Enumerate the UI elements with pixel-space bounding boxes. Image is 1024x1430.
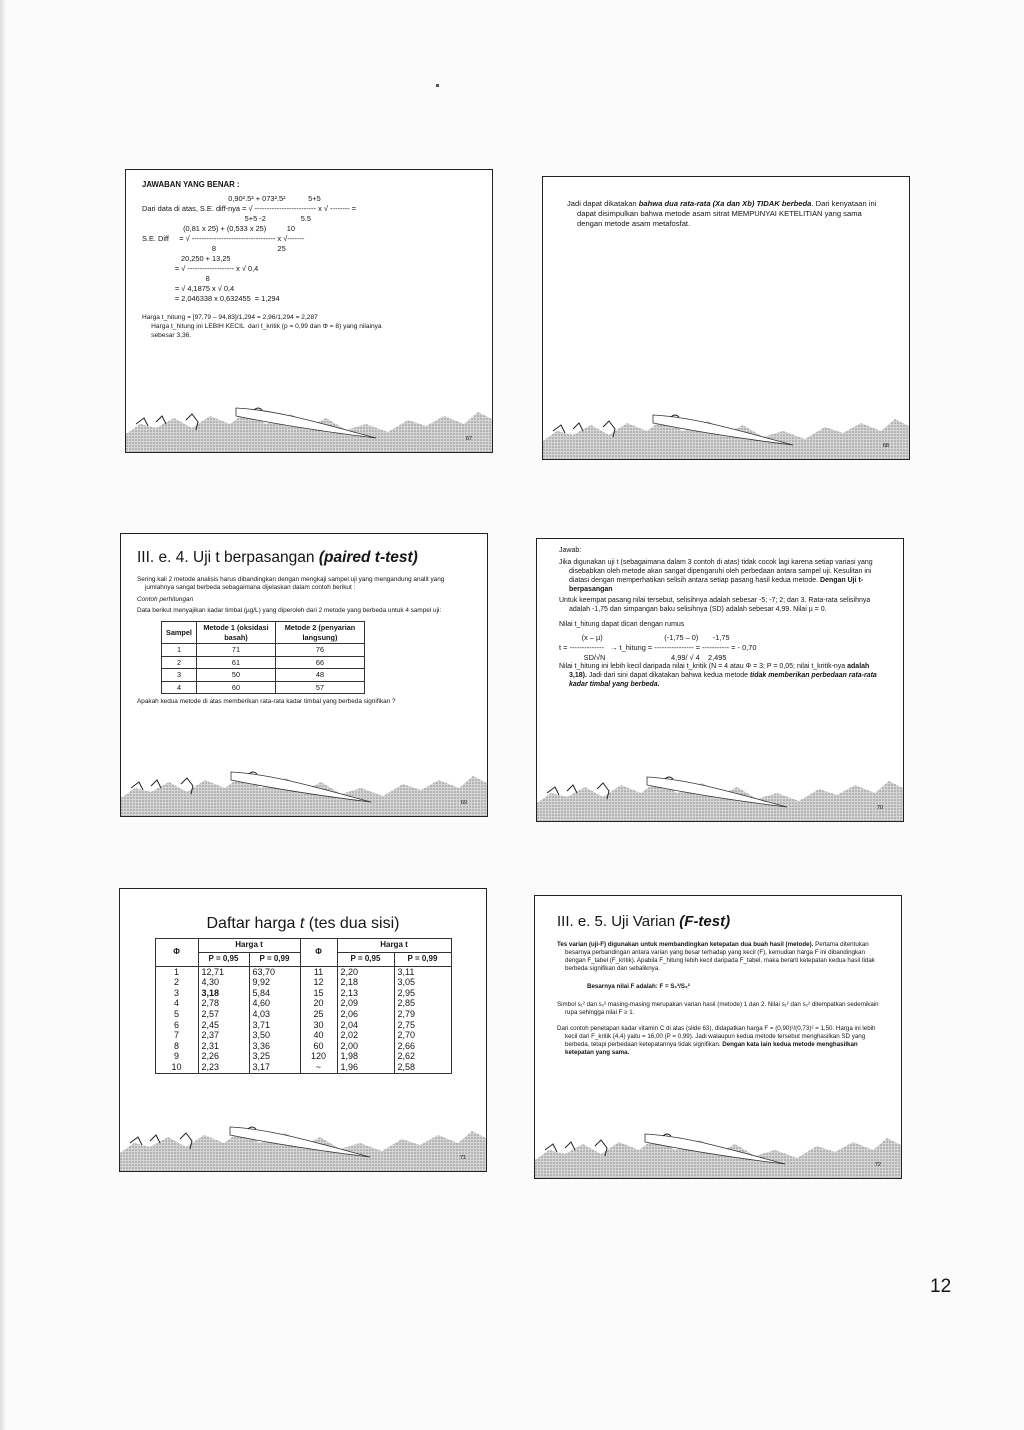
- table-cell: 4: [162, 681, 197, 693]
- mountain-decoration: [537, 763, 903, 821]
- mountain-decoration: [535, 1120, 901, 1178]
- slide-72: [534, 895, 902, 1179]
- slide-number: 68: [882, 443, 889, 449]
- calculation-line: S.E. Diff = √ ---------------------------------- x √-------: [142, 234, 305, 244]
- table-cell: 30: [300, 1020, 337, 1031]
- calculation-line: (0,81 x 25) + (0,533 x 25) 10: [142, 224, 296, 234]
- table-cell: 4,30: [198, 977, 249, 988]
- table-cell: 25: [300, 1009, 337, 1020]
- col-p95: P = 0,95: [198, 952, 249, 966]
- table-cell: 2,06: [337, 1009, 394, 1020]
- question: Apakah kedua metode di atas memberikan rata-rata kadar timbal yang berbeda signifikan ?: [137, 698, 396, 706]
- table-cell: 6: [155, 1020, 198, 1031]
- table-cell: 3,17: [249, 1062, 300, 1073]
- slide-70: [536, 538, 904, 822]
- table-cell: 4,03: [249, 1009, 300, 1020]
- page-number: 12: [930, 1276, 952, 1297]
- table-cell: 3,11: [394, 966, 451, 977]
- slide-71: [119, 888, 487, 1172]
- mountain-decoration: [126, 394, 492, 452]
- calculation-lines: [142, 194, 480, 340]
- table-cell: 3,05: [394, 977, 451, 988]
- table-row: [155, 988, 451, 999]
- scan-edge: [0, 0, 6, 1430]
- table-cell: 71: [196, 644, 275, 656]
- table-cell: 3,71: [249, 1020, 300, 1031]
- table-cell: 2,95: [394, 988, 451, 999]
- slide-number: 69: [460, 800, 467, 806]
- table-cell: 61: [196, 656, 275, 668]
- calculation-line: 8: [142, 274, 210, 284]
- col-p95-2: P = 0,95: [337, 952, 394, 966]
- table-cell: 15: [300, 988, 337, 999]
- table-row: [155, 1051, 451, 1062]
- table-cell: 2,04: [337, 1020, 394, 1031]
- col-harga-t: Harga t: [198, 939, 300, 953]
- calculation-line: = √ 4,1875 x √ 0,4: [142, 284, 235, 294]
- table-row: [155, 998, 451, 1009]
- example-paragraph: Dari contoh penetapan kadar vitamin C di atas (slide 63), didapatkan harga F = (0,90)²/(0,73)² = 1,50. Harga ini lebih kecil dari F_kritik (4,4) yaitu = 16,00 (P = 0,99). Jadi walaupun kedua metode tersebut menghasilkan SD yang berbeda, tetapi perbedaan ketepatannya tidak signifikan.: [557, 1024, 876, 1048]
- col-harga-t-2: Harga t: [337, 939, 451, 953]
- formula-line-2: t = -------------- → t_hitung = ---------------- = ----------- = - 0,70: [559, 642, 757, 652]
- table-cell: 2,37: [198, 1030, 249, 1041]
- col-metode-1: Metode 1 (oksidasi basah): [196, 622, 275, 644]
- table-cell: 2,45: [198, 1020, 249, 1031]
- table-cell: 2,57: [198, 1009, 249, 1020]
- table-row: [162, 681, 365, 693]
- table-cell: 2,26: [198, 1051, 249, 1062]
- table-cell: 1,98: [337, 1051, 394, 1062]
- table-cell: 2,58: [394, 1062, 451, 1073]
- table-cell: 1,96: [337, 1062, 394, 1073]
- difference-paragraph: Untuk keempat pasang nilai tersebut, selisihnya adalah sebesar -5; -7; 2; dan 3. Rata-rata selisihnya adalah -1,75 dan simpangan baku selisihnya (SD) adalah sebesar 4,99. Nilai µ = 0.: [559, 597, 871, 614]
- table-cell: 2,13: [337, 988, 394, 999]
- table-cell: 2,09: [337, 998, 394, 1009]
- calculation-line: [142, 304, 480, 314]
- answer-label: Jawab:: [559, 547, 582, 554]
- table-cell: 2,18: [337, 977, 394, 988]
- table-row: [155, 1009, 451, 1020]
- table-cell: 8: [155, 1041, 198, 1052]
- col-p99: P = 0,99: [249, 952, 300, 966]
- col-sampel: Sampel: [162, 622, 197, 644]
- table-cell: 2: [155, 977, 198, 988]
- slide-67: [125, 169, 493, 453]
- table-cell: 5: [155, 1009, 198, 1020]
- table-cell: 3,18: [198, 988, 249, 999]
- table-cell: 76: [275, 644, 364, 656]
- conclusion-rest: . Dari kenyataan ini dapat disimpulkan bahwa metode asam sitrat MEMPUNYAI KETELITIAN yang sama dengan metode asam metafosfat.: [577, 199, 877, 229]
- table-cell: ~: [300, 1062, 337, 1073]
- calculation-line: = √ ------------------- x √ 0,4: [142, 264, 259, 274]
- answer-method: Dengan Uji t-berpasangan: [569, 576, 864, 593]
- table-cell: 7: [155, 1030, 198, 1041]
- slide-number: 72: [874, 1162, 881, 1168]
- table-cell: 2,00: [337, 1041, 394, 1052]
- mountain-decoration: [120, 1113, 486, 1171]
- table-cell: 2,20: [337, 966, 394, 977]
- table-cell: 12: [300, 977, 337, 988]
- table-cell: 11: [300, 966, 337, 977]
- table-cell: 9,92: [249, 977, 300, 988]
- table-cell: 10: [155, 1062, 198, 1073]
- col-phi-2: Φ: [300, 939, 337, 966]
- table-cell: 2,78: [198, 998, 249, 1009]
- result-emphasis: tidak memberikan perbedaan rata-rata kadar timbal yang berbeda.: [569, 671, 877, 688]
- formula-line-1: (x – µ) (-1,75 – 0) -1,75: [559, 633, 730, 642]
- table-cell: 60: [300, 1041, 337, 1052]
- table-cell: 3,25: [249, 1051, 300, 1062]
- conclusion-lead: Jadi dapat dikatakan: [567, 199, 637, 208]
- calculation-line: 0,90².5² + 073².5² 5+5: [142, 194, 321, 204]
- example-label: Contoh perhitungan: [137, 595, 194, 603]
- scan-speck: [436, 84, 439, 87]
- table-cell: 3: [155, 988, 198, 999]
- slide-68: [542, 176, 910, 460]
- table-cell: 2,66: [394, 1041, 451, 1052]
- table-cell: 120: [300, 1051, 337, 1062]
- table-cell: 2,62: [394, 1051, 451, 1062]
- table-row: [155, 1030, 451, 1041]
- calculation-line: 5+5 -2 5.5: [142, 214, 312, 224]
- data-paragraph: Data berikut menyajikan kadar timbal (µg/L) yang diperoleh dari 2 metode yang berbeda untuk 4 sampel uji:: [137, 607, 442, 615]
- conclusion-bold: bahwa dua rata-rata (Xa dan Xb) TIDAK berbeda: [638, 199, 812, 208]
- table-cell: 40: [300, 1030, 337, 1041]
- table-cell: 9: [155, 1051, 198, 1062]
- table-row: [155, 1062, 451, 1073]
- f-test-intro: Pertama ditentukan besarnya perbandingan antara varian yang besar terhadap yang kecil (F), kemudian harga F ini dibandingkan dengan F_tabel (F_kritik). Apabila F_hitung lebih kecil daripada F_tabel, maka berarti ketepatan kedua hasil tidak berbeda signifikan dan sebaliknya.: [565, 941, 875, 972]
- table-cell: 2,23: [198, 1062, 249, 1073]
- answer-paragraph: Jika digunakan uji t (sebagaimana dalam 3 contoh di atas) tidak cocok lagi karena setiap variasi yang disebabkan oleh metode akan sangat dipengaruhi oleh perbedaan antara sampel uji. Kesulitan ini diatasi dengan memperhatikan selisih antara setiap pasang hasil kedua metode.: [559, 558, 873, 584]
- table-cell: 50: [196, 669, 275, 681]
- col-phi: Φ: [155, 939, 198, 966]
- table-cell: 57: [275, 681, 364, 693]
- calculation-line: Dari data di atas, S.E. diff-nya = √ ------------------------- x √ -------- =: [142, 204, 357, 214]
- f-formula: Besarnya nilai F adalah: F = S₁²/S₂²: [587, 982, 690, 990]
- table-cell: 48: [275, 669, 364, 681]
- table-cell: 2,70: [394, 1030, 451, 1041]
- result-text: Nilai t_hitung ini lebih kecil daripada nilai t_kritik (N = 4 atau Φ = 3; P = 0,05; nilai t_kritik-nya: [559, 662, 846, 670]
- table-row: [162, 644, 365, 656]
- result-rest: Jadi dari sini dapat dikatakan bahwa kedua metode: [586, 671, 749, 679]
- table-cell: 2,02: [337, 1030, 394, 1041]
- calculation-line: 20,250 + 13,25: [142, 254, 231, 264]
- table-cell: 2,85: [394, 998, 451, 1009]
- table-cell: 2: [162, 656, 197, 668]
- table-cell: 3,50: [249, 1030, 300, 1041]
- col-p99-2: P = 0,99: [394, 952, 451, 966]
- col-metode-2: Metode 2 (penyarian langsung): [275, 622, 364, 644]
- result-bold: adalah 3,18).: [569, 662, 870, 679]
- symbol-paragraph: Simbol s₁² dan s₂² masing-masing merupakan varian hasil (metode) 1 dan 2. Nilai s₁² dan s₂² ditempatkan sedemikain rupa sehingga nilai F ≥ 1.: [557, 1000, 879, 1016]
- f-test-intro-bold: Tes varian (uji-F) digunakan untuk membandingkan ketepatan dua buah hasil (metode).: [557, 941, 814, 949]
- calculation-line: = 2,046338 x 0,632455 = 1,294: [142, 294, 280, 304]
- table-cell: 1: [155, 966, 198, 977]
- calculation-line: 8 25: [142, 244, 286, 254]
- table-row: [155, 966, 451, 977]
- table-cell: 5,84: [249, 988, 300, 999]
- slide-number: 70: [876, 805, 883, 811]
- table-cell: 4,60: [249, 998, 300, 1009]
- t-value-table: [155, 938, 452, 1073]
- table-cell: 60: [196, 681, 275, 693]
- mountain-decoration: [121, 758, 487, 816]
- slide-69: [120, 533, 488, 817]
- slide-title: III. e. 5. Uji Varian (F-test): [557, 913, 731, 930]
- slide-title: Daftar harga t (tes dua sisi): [206, 915, 400, 932]
- table-row: [155, 1041, 451, 1052]
- slide-number: 71: [459, 1155, 466, 1161]
- table-cell: 63,70: [249, 966, 300, 977]
- formula-line-3: SD/√N 4,99/ √ 4 2,495: [559, 652, 727, 662]
- formula-intro: Nilai t_hitung dapat dicari dengan rumus: [559, 621, 685, 629]
- table-cell: 2,31: [198, 1041, 249, 1052]
- slide-title: III. e. 4. Uji t berpasangan (paired t-test): [137, 549, 418, 566]
- table-cell: 2,75: [394, 1020, 451, 1031]
- lead-data-table: [161, 621, 365, 694]
- example-conclusion: Dengan kata lain kedua metode menghasilkan ketepatan yang sama.: [565, 1040, 858, 1056]
- intro-paragraph: Sering kali 2 metode analisis harus dibandingkan dengan mengkaji sampel uji yang mengandung analit yang jumlahnya sangat berbeda sebagaimana dijelaskan dalam contoh berikut :: [137, 576, 445, 592]
- table-cell: 1: [162, 644, 197, 656]
- table-row: [155, 977, 451, 988]
- table-row: [155, 1020, 451, 1031]
- table-cell: 66: [275, 656, 364, 668]
- slide-number: 67: [465, 436, 472, 442]
- table-cell: 4: [155, 998, 198, 1009]
- table-cell: 3: [162, 669, 197, 681]
- table-cell: 20: [300, 998, 337, 1009]
- table-cell: 3,36: [249, 1041, 300, 1052]
- table-cell: 12,71: [198, 966, 249, 977]
- table-row: [162, 656, 365, 668]
- table-row: [162, 669, 365, 681]
- calculation-line: sebesar 3,36.: [142, 331, 192, 339]
- calculation-line: Harga t_hitung ini LEBIH KECIL dari t_kritik (p = 0,99 dan Φ = 8) yang nilainya: [142, 323, 382, 331]
- mountain-decoration: [543, 401, 909, 459]
- slide-heading: JAWABAN YANG BENAR :: [142, 180, 240, 189]
- calculation-line: Harga t_hitung = [97,79 – 94,83]/1,294 = 2,96/1,294 = 2,287: [142, 314, 318, 322]
- table-cell: 2,79: [394, 1009, 451, 1020]
